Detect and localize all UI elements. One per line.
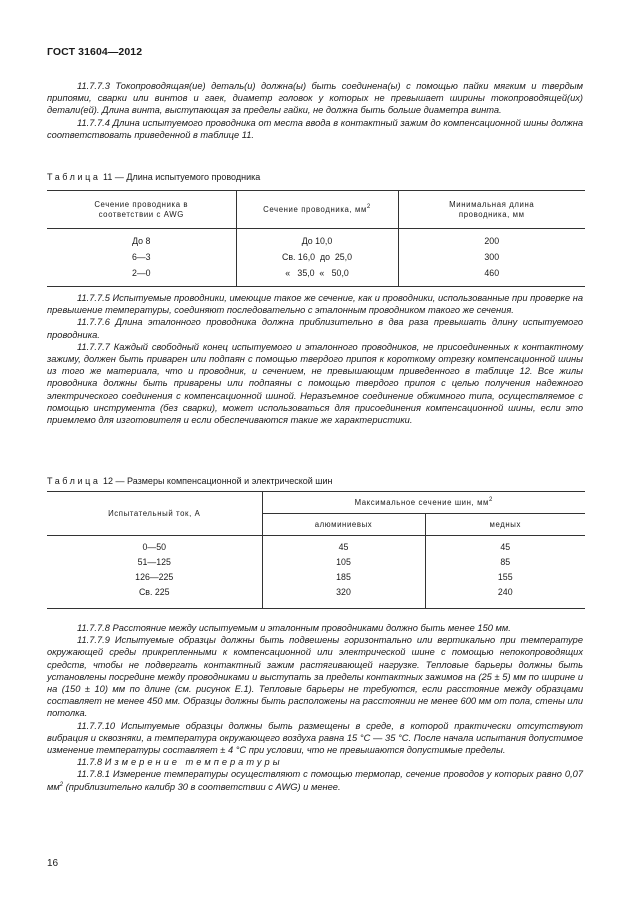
table-caption-prefix: Таблица: [47, 476, 101, 486]
table-header-cell: алюминиевых: [262, 514, 425, 536]
paragraph: 11.7.7.3 Токопроводящая(ие) деталь(и) должна(ы) быть соединена(ы) с помощью пайки мягким и твердым припоями, сварки или винтов и гаек, диаметр головок у которых не превышает ширины токопроводящей(их) детали(ей). Длина винта, выступающая за пределы гайки, не должна быть больше диаметра винта.: [47, 81, 583, 116]
paragraph: 11.7.7.10 Испытуемые образцы должны быть размещены в среде, в которой практически отсутствуют вибрация и сквозняки, а температура окружающего воздуха равна 15 °С — 35 °С. После начала испытания допустимое изменение температуры составляет ± 4 °С при условии, что не превышаются допустимые пределы.: [47, 720, 583, 756]
table-cell: 45: [262, 536, 425, 556]
table-12: [47, 491, 585, 609]
table-cell: 460: [398, 265, 585, 287]
section-heading: 11.7.8 Измерение температуры: [77, 757, 283, 768]
paragraph: 11.7.7.5 Испытуемые проводники, имеющие такое же сечение, как и проводники, использованные при проверке на превышение температуры, соединяют последовательно с эталонным проводником такого же сечения.: [47, 293, 583, 316]
table-cell: Св. 225: [138, 587, 170, 597]
paragraph: 11.7.8.1 Измерение температуры осуществляют с помощью термопар, сечение проводов у которых равно 0,07 $мм^2$ (приблизительно калибр 30 в соответствии с AWG) и менее.: [47, 769, 583, 792]
table-cell: 85: [425, 555, 585, 570]
table-header-cell: Минимальная длина проводника, мм: [398, 191, 585, 229]
table-cell: 6—3: [131, 252, 151, 262]
paragraph: 11.7.7.6 Длина эталонного проводника должна приблизительно в два раза превышать длину испытуемого проводника.: [47, 317, 583, 340]
paragraph: 11.7.7.9 Испытуемые образцы должны быть подвешены горизонтально или вертикально при температуре окружающей среды прикрепленными к компенсационной или электрической шине с помощью непокопроводящих средств, чтобы не подвергать контактный зажим растягивающей нагрузке. Тепловые барьеры должны быть установлены посредине между проводниками и выступать за пределы контактных зажимов на (25 ± 5) мм по ширине и на (150 ± 10) мм по длине (см. рисунок Е.1). Тепловые барьеры не требуются, если расстояние между образцами составляет не менее 450 мм. Образцы должны быть расположены на расстоянии не менее 600 мм от пола, стены или потолка.: [47, 635, 583, 719]
table-cell: До 10,0: [236, 229, 398, 250]
paragraphs-block-3: [47, 622, 583, 793]
table-cell: 320: [262, 585, 425, 609]
table-cell: 185: [262, 570, 425, 585]
table-header-cell: Максимальное сечение шин, $мм^2$: [262, 492, 585, 514]
document-header: ГОСТ 31604—2012: [47, 46, 143, 58]
table-cell: 200: [398, 229, 585, 250]
table-header-cell: медных: [425, 514, 585, 536]
paragraph: 11.7.7.8 Расстояние между испытуемым и эталонным проводниками должно быть менее 150 мм.: [77, 623, 511, 633]
table-cell: 105: [262, 555, 425, 570]
table-cell: 300: [398, 249, 585, 265]
paragraphs-block-1: [47, 80, 583, 141]
paragraph: 11.7.7.4 Длина испытуемого проводника от места ввода в контактный зажим до компенсационной шины должна соответствовать приведенной в таблице 11.: [47, 117, 583, 140]
table-caption-text: 11 — Длина испытуемого проводника: [100, 172, 261, 182]
table-11: [47, 190, 585, 287]
table-header-cell: Сечение проводника, $мм^2$: [236, 191, 398, 229]
table-caption-prefix: Таблица: [47, 172, 101, 182]
table-cell: 155: [425, 570, 585, 585]
page-number: 16: [47, 858, 59, 869]
table-cell: До 8: [132, 236, 151, 246]
table-caption: [47, 172, 260, 182]
table-caption: [47, 476, 333, 486]
table-cell: 240: [425, 585, 585, 609]
table-cell: 126—225: [135, 572, 174, 582]
table-header-cell: Испытательный ток, А: [47, 492, 262, 536]
paragraph: 11.7.7.7 Каждый свободный конец испытуемого и эталонного проводников, не присоединенных к контактному зажиму, должен быть приварен или подпаян с помощью твердого припоя к короткому отрезку компенсационной шины из того же материала, что и проводник, и сечением, не превышающим приведенного в таблице 12. Все жилы проводника должны быть приварены или подпаяны с помощью твердого припоя с целью получения надежного электрического соединения с компенсационной шиной. Неразъемное соединение обжимного типа, осуществляемое с помощью инструмента (без сварки), может использоваться для присоединения компенсационной шины, если это приемлемо для изготовителя и если обеспечиваются такие же характеристики.: [47, 341, 583, 426]
table-cell: 51—125: [137, 557, 171, 567]
table-cell: 0—50: [142, 542, 166, 552]
paragraphs-block-2: [47, 292, 583, 426]
table-cell: 2—0: [131, 268, 151, 278]
table-caption-text: 12 — Размеры компенсационной и электрической шин: [100, 476, 333, 486]
table-cell: Св. 16,0 до 25,0: [236, 249, 398, 265]
table-header-cell: Сечение проводника в соответствии с AWG: [47, 191, 236, 229]
table-cell: 45: [425, 536, 585, 556]
table-cell: « 35,0 « 50,0: [236, 265, 398, 287]
